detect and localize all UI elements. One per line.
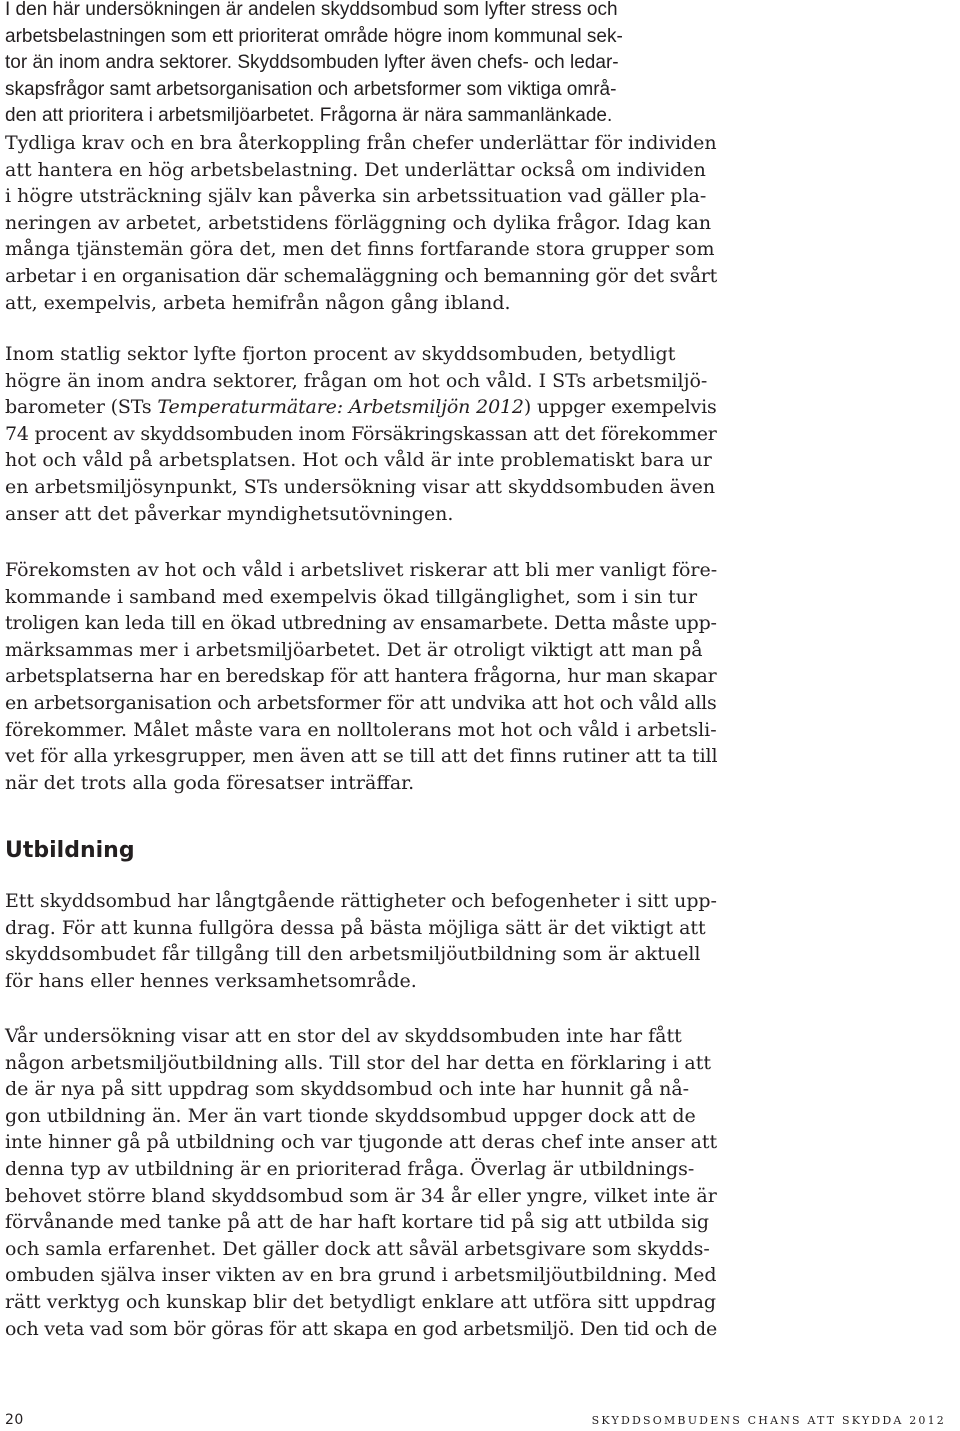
text-line: behovet större bland skyddsombud som är 34 år eller yngre, vilket inte är <box>5 1184 717 1207</box>
text-line: Vår undersökning visar att en stor del av skyddsombuden inte har fått <box>5 1025 682 1047</box>
text-line: kommande i samband med exempelvis ökad tillgänglighet, som i sin tur <box>5 585 698 608</box>
paragraph-stress <box>5 0 717 316</box>
text-line: anser att det påverkar myndighetsutövningen. <box>5 502 454 525</box>
text-line: ombuden själva inser vikten av en bra grund i arbetsmiljöutbildning. Med <box>5 1264 717 1287</box>
text-line: skapsfrågor samt arbetsorganisation och arbetsformer som viktiga områ- <box>5 78 617 100</box>
text-line: och samla erfarenhet. Det gäller dock att såväl arbetsgivare som skydds- <box>5 1237 710 1260</box>
text-line: den att prioritera i arbetsmiljöarbetet. Frågorna är nära sammanlänkade. <box>5 105 613 127</box>
text-line: de är nya på sitt uppdrag som skyddsombud och inte har hunnit gå nå- <box>5 1078 690 1101</box>
text-line: drag. För att kunna fullgöra dessa på bästa möjliga sätt är det viktigt att <box>5 916 706 939</box>
text-line: denna typ av utbildning är en prioriterad fråga. Överlag är utbildnings- <box>5 1157 695 1180</box>
section-heading: Utbildning <box>5 838 135 863</box>
text-line: högre än inom andra sektorer, frågan om hot och våld. I STs arbetsmiljö- <box>5 369 708 392</box>
text-line: vet för alla yrkesgrupper, men även att se till att det finns rutiner att ta till <box>5 745 718 768</box>
text-line: neringen av arbetet, arbetstidens förläggning och dylika frågor. Idag kan <box>5 211 712 234</box>
running-footer-title: SKYDDSOMBUDENS CHANS ATT SKYDDA 2012 <box>591 1414 946 1427</box>
text-line: märksammas mer i arbetsmiljöarbetet. Det är otroligt viktigt att man på <box>5 638 703 661</box>
text-line: för hans eller hennes verksamhetsområde. <box>5 969 417 992</box>
text-line: arbetsplatserna har en beredskap för att hantera frågorna, hur man skapar <box>5 665 717 688</box>
text-line: att hantera en hög arbetsbelastning. Det underlättar också om individen <box>5 158 706 181</box>
text-line: troligen kan leda till en ökad utbredning av ensamarbete. Detta måste upp- <box>5 612 717 635</box>
text-line: i högre utsträckning själv kan påverka sin arbetssituation vad gäller pla- <box>5 185 707 208</box>
text-line: Tydliga krav och en bra återkoppling från chefer underlättar för individen <box>5 131 717 154</box>
text-line: gon utbildning än. Mer än vart tionde skyddsombud uppger dock att de <box>5 1104 696 1127</box>
text-line: en arbetsorganisation och arbetsformer för att undvika att hot och våld alls <box>5 691 717 714</box>
publication-title-italic: Temperaturmätare: Arbetsmiljön 2012 <box>157 396 524 419</box>
text-line: att, exempelvis, arbeta hemifrån någon gång ibland. <box>5 291 511 314</box>
text-line: arbetsbelastningen som ett prioriterat område högre inom kommunal sek- <box>5 25 623 47</box>
text-line: någon arbetsmiljöutbildning alls. Till stor del har detta en förklaring i att <box>5 1051 712 1074</box>
text-line: rätt verktyg och kunskap blir det betydligt enklare att utföra sitt uppdrag <box>5 1290 717 1313</box>
paragraph-statlig-sektor <box>5 341 717 527</box>
text-line: Inom statlig sektor lyfte fjorton procent av skyddsombuden, betydligt <box>5 343 676 365</box>
page-number: 20 <box>5 1412 24 1428</box>
text-line: förvånande med tanke på att de har haft kortare tid på sig att utbilda sig <box>5 1211 710 1234</box>
paragraph-utbildning-intro <box>5 888 717 994</box>
text-line: skyddsombudet får tillgång till den arbetsmiljöutbildning som är aktuell <box>5 943 701 966</box>
text-line: arbetar i en organisation där schemaläggning och bemanning gör det svårt <box>5 264 718 287</box>
text-line: och veta vad som bör göras för att skapa en god arbetsmiljö. Den tid och de <box>5 1317 717 1340</box>
text-line: när det trots alla goda föresatser inträffar. <box>5 771 415 794</box>
text-line: tor än inom andra sektorer. Skyddsombuden lyfter även chefs- och ledar- <box>5 52 619 74</box>
text-line: många tjänstemän göra det, men det finns fortfarande stora grupper som <box>5 238 715 261</box>
text-line: Förekomsten av hot och våld i arbetslivet riskerar att bli mer vanligt före- <box>5 559 718 581</box>
paragraph-undersokning <box>5 1023 717 1342</box>
text-line: förekommer. Målet måste vara en nolltolerans mot hot och våld i arbetsli- <box>5 718 717 741</box>
paragraph-hot-och-vald <box>5 557 717 796</box>
text-line: 74 procent av skyddsombuden inom Försäkringskassan att det förekommer <box>5 422 717 445</box>
text-line: hot och våld på arbetsplatsen. Hot och våld är inte problematiskt bara ur <box>5 449 712 472</box>
text-line: en arbetsmiljösynpunkt, STs undersökning visar att skyddsombuden även <box>5 475 716 498</box>
text-line: Ett skyddsombud har långtgående rättigheter och befogenheter i sitt upp- <box>5 890 717 912</box>
text-line: inte hinner gå på utbildning och var tjugonde att deras chef inte anser att <box>5 1131 718 1154</box>
text-line: barometer (STs Temperaturmätare: Arbetsmiljön 2012) uppger exempelvis <box>5 396 717 419</box>
text-line: I den här undersökningen är andelen skyddsombud som lyfter stress och <box>5 0 618 20</box>
